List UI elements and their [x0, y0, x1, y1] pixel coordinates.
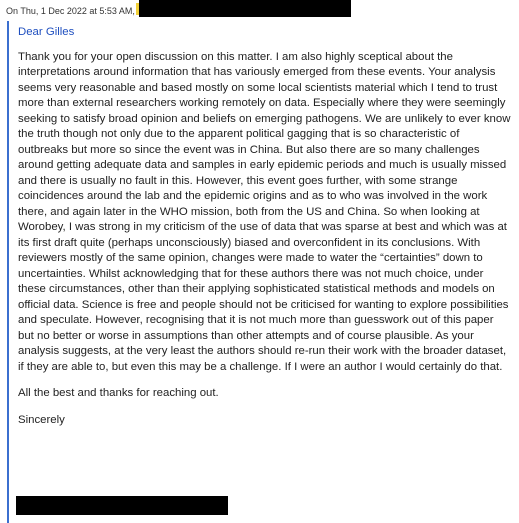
closing-line: All the best and thanks for reaching out.	[18, 387, 219, 399]
sign-off: Sincerely	[18, 413, 65, 426]
quote-bar	[7, 21, 9, 523]
quoted-message	[18, 25, 512, 439]
sender-redaction-bar	[139, 0, 351, 17]
quoted-header	[6, 4, 135, 18]
quoted-header-date: On Thu, 1 Dec 2022 at 5:53 AM,	[6, 6, 135, 16]
signature-redaction-bar	[16, 496, 228, 515]
message-body: Thank you for your open discussion on this matter. I am also highly sceptical about the interpretations around information that has variously emerged from these events. Your analysis seems very reasonable and based mostly on some local scientists material which I tend to trust more than external researchers working remotely on data. Especially where they were seemingly seeking to satisfy broad opinion and beliefs on emerging pathogens. We are unlikely to ever know the truth though not only due to the apparent political gagging that is so characteristic of outbreaks but more so since the event was in China. But also there are so many challenges around getting adequate data and samples in early epidemic periods and much is usually missed and there is usually no fault in this. However, this event goes further, with some strange coincidences around the lab and the epidemic origins and as to who was involved in the work there, and again later in the WHO mission, both from the US and China. So when looking at Worobey, I was strong in my criticism of the use of data that was sparse at best and which was at its first draft quite (perhaps unconsciously) biased and overconfident in its conclusions. With reviewers mostly of the same opinion, changes were made to water the “certainties” down to uncertainties. Whilst acknowledging that for these authors there was not much choice, under these circumstances, other than their applying sophisticated statistical methods and models on official data. Science is free and people should not be criticised for wanting to explore possibilities and speculate. However, recognising that it is not much more than guesswork out of this paper but no better or worse in assumptions than other attempts and of course plausible. As your analysis suggests, at the very least the authors should re-run their work with the broader dataset, if they are able to, but even this may be a challenge. If I were an author I would certainly do that.	[18, 50, 511, 373]
greeting: Dear Gilles	[18, 26, 75, 38]
